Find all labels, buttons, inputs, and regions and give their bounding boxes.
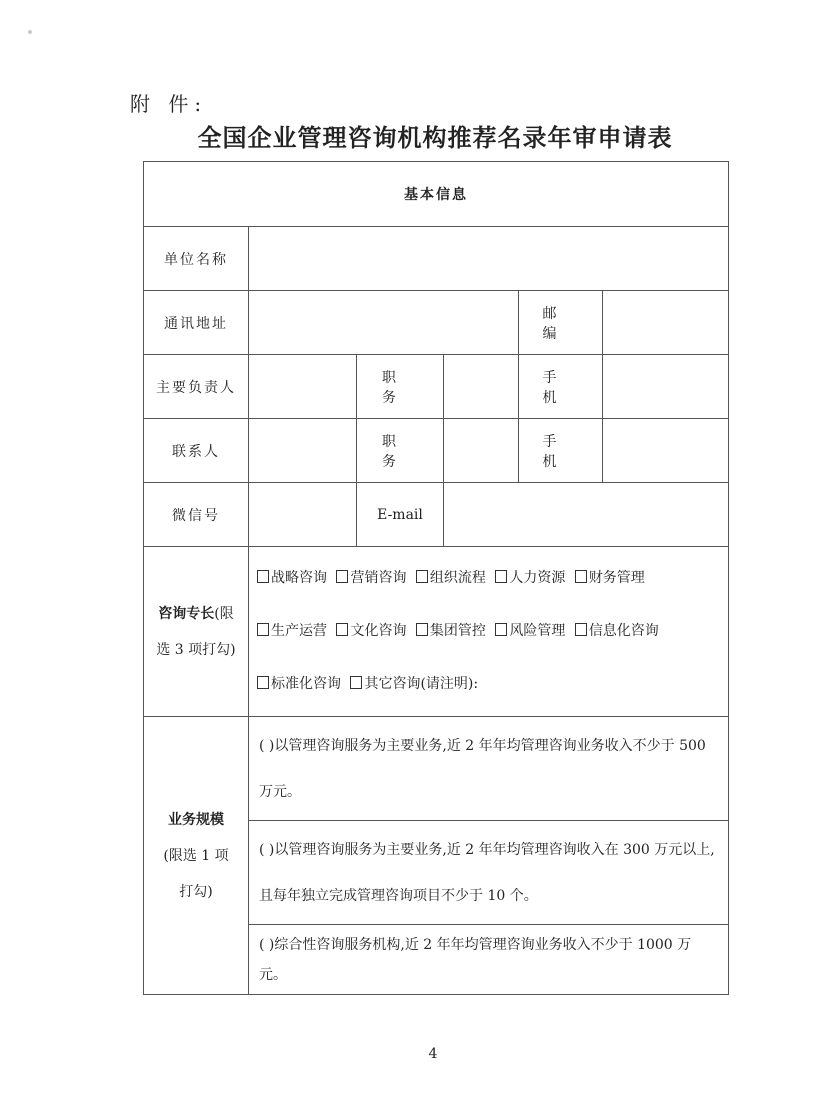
email-label: E-mail xyxy=(357,483,444,547)
specialty-option[interactable]: 集团管控 xyxy=(416,623,486,639)
page-title: 全国企业管理咨询机构推荐名录年审申请表 xyxy=(197,123,673,152)
postcode-field[interactable] xyxy=(603,291,729,355)
contact-label: 联系人 xyxy=(144,419,249,483)
scale-label-line-3: 打勾) xyxy=(179,883,213,900)
checkbox-icon[interactable] xyxy=(336,570,348,583)
checkbox-icon[interactable] xyxy=(257,623,269,636)
checkbox-icon[interactable] xyxy=(350,676,362,689)
wechat-label: 微信号 xyxy=(144,483,249,547)
unit-name-field[interactable] xyxy=(249,227,729,291)
checkbox-icon[interactable] xyxy=(257,676,269,689)
postcode-label: 邮 编 xyxy=(519,291,603,355)
address-field[interactable] xyxy=(249,291,519,355)
specialty-option[interactable]: 风险管理 xyxy=(495,623,565,639)
specialty-row-3 xyxy=(249,658,728,711)
specialty-row-1 xyxy=(249,552,728,605)
checkbox-icon[interactable] xyxy=(416,623,428,636)
contact-mobile-label: 手 机 xyxy=(519,419,603,483)
scale-label-bold: 业务规模 xyxy=(168,811,224,828)
checkbox-icon[interactable] xyxy=(495,623,507,636)
checkbox-icon[interactable] xyxy=(575,623,587,636)
specialty-option[interactable]: 战略咨询 xyxy=(257,570,327,586)
scale-option-3[interactable]: ( )综合性咨询服务机构,近 2 年年均管理咨询业务收入不少于 1000 万元。 xyxy=(249,925,729,995)
specialty-option[interactable]: 生产运营 xyxy=(257,623,327,639)
wechat-field[interactable] xyxy=(249,483,357,547)
contact-field[interactable] xyxy=(249,419,357,483)
specialty-label xyxy=(144,547,249,717)
checkbox-icon[interactable] xyxy=(336,623,348,636)
email-field[interactable] xyxy=(444,483,729,547)
scale-option-2[interactable]: ( )以管理咨询服务为主要业务,近 2 年年均管理咨询收入在 300 万元以上,且每年独立完成管理咨询项目不少于 10 个。 xyxy=(249,821,729,925)
checkbox-icon[interactable] xyxy=(575,570,587,583)
scale-option-1[interactable]: ( )以管理咨询服务为主要业务,近 2 年年均管理咨询业务收入不少于 500 万元。 xyxy=(249,717,729,821)
contact-position-field[interactable] xyxy=(444,419,519,483)
unit-name-label: 单位名称 xyxy=(144,227,249,291)
specialty-option[interactable]: 人力资源 xyxy=(495,570,565,586)
contact-mobile-field[interactable] xyxy=(603,419,729,483)
address-label: 通讯地址 xyxy=(144,291,249,355)
checkbox-icon[interactable] xyxy=(416,570,428,583)
specialty-label-rest-2: 选 3 项打勾) xyxy=(156,641,236,658)
principal-mobile-label: 手 机 xyxy=(519,355,603,419)
section-header: 基本信息 xyxy=(144,162,729,227)
principal-position-label: 职 务 xyxy=(357,355,444,419)
specialty-option[interactable]: 文化咨询 xyxy=(336,623,406,639)
application-form-table xyxy=(143,161,729,995)
checkbox-icon[interactable] xyxy=(495,570,507,583)
specialty-label-bold: 咨询专长 xyxy=(158,605,215,622)
scale-label-line-2: (限选 1 项 xyxy=(163,847,229,864)
scale-label xyxy=(144,717,249,995)
principal-position-field[interactable] xyxy=(444,355,519,419)
specialty-option-other[interactable]: 其它咨询(请注明): xyxy=(350,676,478,692)
principal-field[interactable] xyxy=(249,355,357,419)
specialty-option[interactable]: 组织流程 xyxy=(416,570,486,586)
attachment-label: 附 件: xyxy=(130,92,208,116)
specialty-option[interactable]: 营销咨询 xyxy=(336,570,406,586)
page-number: 4 xyxy=(428,1046,438,1062)
specialty-options xyxy=(249,547,729,717)
specialty-option[interactable]: 标准化咨询 xyxy=(257,676,341,692)
specialty-option[interactable]: 财务管理 xyxy=(575,570,645,586)
specialty-label-rest-1: (限 xyxy=(214,605,234,622)
principal-mobile-field[interactable] xyxy=(603,355,729,419)
contact-position-label: 职 务 xyxy=(357,419,444,483)
checkbox-icon[interactable] xyxy=(257,570,269,583)
principal-label: 主要负责人 xyxy=(144,355,249,419)
scan-speck xyxy=(28,30,32,34)
specialty-row-2 xyxy=(249,605,728,658)
specialty-option[interactable]: 信息化咨询 xyxy=(575,623,659,639)
